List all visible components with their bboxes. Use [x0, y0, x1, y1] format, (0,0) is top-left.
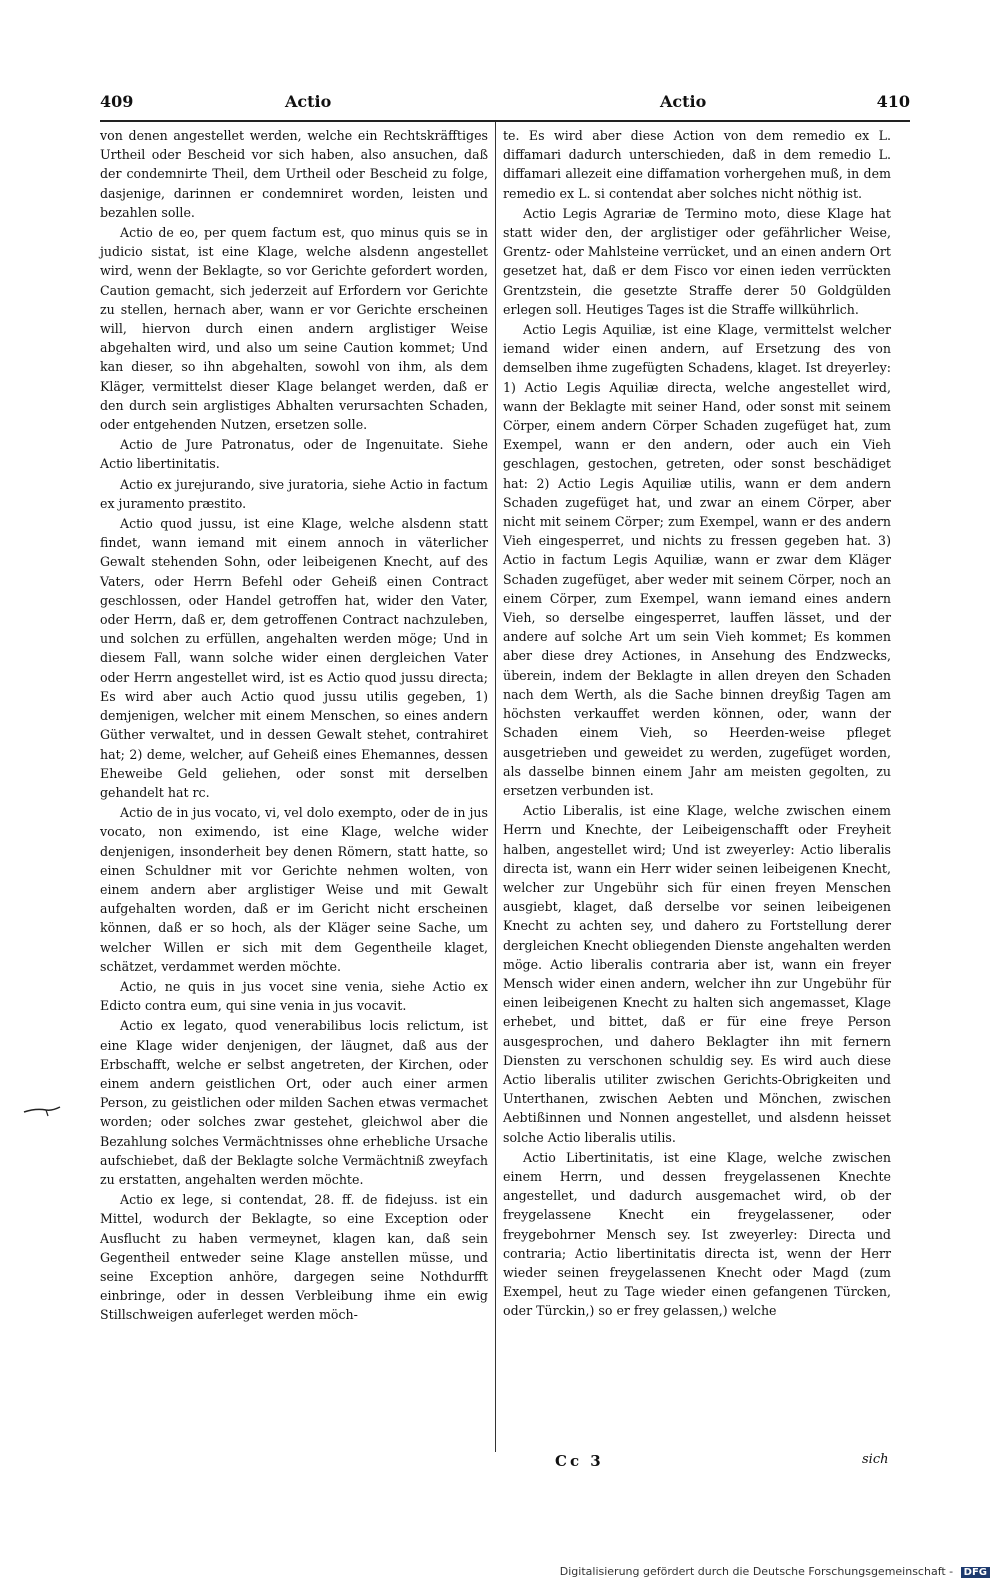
signature-mark: Cc 3	[555, 1452, 604, 1470]
left-column	[100, 126, 488, 1326]
column-divider	[495, 122, 496, 1452]
paragraph: Actio, ne quis in jus vocet sine venia, siehe Actio ex Edicto contra eum, qui sine venia in jus vocavit.	[100, 978, 488, 1014]
running-head-right: Actio	[660, 92, 707, 111]
page-number-left: 409	[100, 92, 134, 111]
paragraph: Actio Legis Agrariæ de Termino moto, diese Klage hat statt wider den, der arglistiger oder gefährlicher Weise, Grentz- oder Mahlsteine verrücket, und an einen andern Ort gesetzet hat, daß er dem Fisco vor einen ieden verrückten Grentzstein, die gesetzte Straffe derer 50 Goldgülden erlegen soll. Heutiges Tages ist die Straffe willkührlich.	[503, 205, 891, 317]
paragraph: Actio de eo, per quem factum est, quo minus quis se in judicio sistat, ist eine Klage, welche alsdenn angestellet wird, wenn der Beklagte, so vor Gerichte gefordert worden, Caution gemacht, sich jederzeit auf Erfordern vor Gerichte zu stellen, hernach aber, wann er vor Gerichte erscheinen will, hiervon durch einen andern arglistiger Weise abgehalten wird, und also um seine Caution kommet; Und kan dieser, so ihn abgehalten, sowohl von ihm, als dem Kläger, vermittelst dieser Klage belanget werden, daß er den durch sein arglistiges Abhalten verursachten Schaden, oder entgehenden Nutzen, ersetzen solle.	[100, 225, 488, 433]
margin-pen-mark-icon	[22, 1100, 62, 1120]
paragraph: Actio de Jure Patronatus, oder de Ingenuitate. Siehe Actio libertinitatis.	[100, 437, 488, 472]
paragraph: Actio Legis Aquiliæ, ist eine Klage, vermittelst welcher iemand wider einen andern, auf Ersetzung des von demselben ihme zugefügten Schadens, klaget. Ist dreyerley: 1) Actio Legis Aquiliæ directa, welche angestellet wird, wann der Beklagte mit seiner Hand, oder sonst mit seinem Cörper, einem andern Cörper Schaden zugefüget hat, zum Exempel, wann er den andern, oder auch ein Vieh geschlagen, gestochen, getreten, oder sonst beschädiget hat: 2) Actio Legis Aquiliæ utilis, wann er dem andern Schaden zugefüget hat, und zwar an einem Cörper, aber nicht mit seinem Cörper; zum Exempel, wann er des andern Vieh eingesperret, und nichts zu fressen gegeben hat. 3) Actio in factum Legis Aquiliæ, wann er zwar dem Kläger Schaden zugefüget, aber weder mit seinem Cörper, noch an einem Cörper, zum Exempel, wann iemand eines andern Vieh, so derselbe eingesperret, lauffen lässet, und der andere auf solche Art um sein Vieh kommet; Es kommen aber diese drey Actiones, in Ansehung des Endzwecks, überein, indem der Beklagte in allen dreyen den Schaden nach dem Werth, als die Sache binnen dreyßig Tagen am höchsten verkauffet werden können, oder, wann der Schaden einem Vieh, so Heerden-weise pfleget ausgetrieben und geweidet zu werden, zugefüget worden, als dasselbe binnen einem Jahr am meisten gegolten, zu ersetzen verbunden ist.	[503, 322, 891, 798]
paragraph: von denen angestellet werden, welche ein Rechtskräfftiges Urtheil oder Bescheid vor sich haben, also ansuchen, daß der condemnirte Theil, dem Urtheil oder Bescheid zu folge, dasjenige, darinnen er condemniret worden, leisten und bezahlen solle.	[100, 128, 488, 220]
paragraph: Actio ex jurejurando, sive juratoria, siehe Actio in factum ex juramento præstito.	[100, 476, 488, 511]
paragraph: Actio ex legato, quod venerabilibus locis relictum, ist eine Klage wider denjenigen, der läugnet, daß aus der Erbschafft, welche er selbst angetreten, der Kirchen, oder einem andern geistlichen Ort, oder auch einer armen Person, zu geistlichen oder milden Sachen etwas vermachet worden; oder solches zwar gestehet, gleichwol aber die Bezahlung solches Vermächtnisses ohne erhebliche Ursache aufschiebet, daß der Beklagte solche Vermächtniß zweyfach zu erstatten, angehalten werden möchte.	[100, 1018, 488, 1187]
right-column	[503, 126, 891, 1322]
dfg-logo: DFG	[961, 1567, 990, 1578]
paragraph: Actio de in jus vocato, vi, vel dolo exempto, oder de in jus vocato, non eximendo, ist eine Klage, welche wider denjenigen, insonderheit bey denen Römern, statt hatte, so einen Schuldner mit vor Gerichte nehmen wolten, von einem andern aber arglistiger Weise und mit Gewalt aufgehalten worden, daß er im Gericht nicht erscheinen können, daß er so hoch, als der Kläger seine Sache, um welcher Willen er sich mit dem Gegentheile klaget, schätzet, verdammet werden möchte.	[100, 805, 488, 974]
paragraph: Actio Liberalis, ist eine Klage, welche zwischen einem Herrn und Knechte, der Leibeigenschafft oder Freyheit halben, angestellet wird; Und ist zweyerley: Actio liberalis directa ist, wann ein Herr wider seinen leibeigenen Knecht, welcher zur Ungebühr sich für einen freyen Menschen ausgiebt, klaget, daß derselbe vor seinen leibeigenen Knecht zu achten sey, und dahero zu Fortstellung derer dergleichen Knecht obliegenden Dienste angehalten werden möge. Actio liberalis contraria aber ist, wann ein freyer Mensch wider einen andern, welcher ihn zur Ungebühr für einen leibeigenen Knecht zu halten sich angemasset, Klage erhebet, und bittet, daß er für eine freye Person ausgesprochen, und dahero Beklagter ihn mit fernern Diensten zu verschonen schuldig sey. Es wird auch diese Actio liberalis utiliter zwischen Gerichts-Obrigkeiten und Unterthanen, zwischen Aebten und Mönchen, zwischen Aebtißinnen und Nonnen angestellet, und alsdenn heisset solche Actio liberalis utilis.	[503, 803, 891, 1145]
header-rule	[100, 120, 910, 122]
paragraph: te. Es wird aber diese Action von dem remedio ex L. diffamari dadurch unterschieden, daß in dem remedio L. diffamari allezeit eine diffamation vorhergehen muß, in dem remedio ex L. si contendat aber solches nicht nöthig ist.	[503, 128, 891, 201]
page-number-right: 410	[876, 92, 910, 111]
paragraph: Actio ex lege, si contendat, 28. ff. de fidejuss. ist ein Mittel, wodurch der Beklagte, so eine Exception oder Ausflucht zu haben vermeynet, klagen kan, daß sein Gegentheil entweder seine Klage anstellen müsse, und seine Exception anhöre, dargegen seine Nothdurfft einbringe, oder in dessen Verbleibung ihme ein ewig Stillschweigen auferleget werden möch-	[100, 1192, 488, 1323]
catchword: sich	[862, 1452, 889, 1467]
paragraph: Actio quod jussu, ist eine Klage, welche alsdenn statt findet, wann iemand mit einem annoch in väterlicher Gewalt stehenden Sohn, oder leibeigenen Knecht, auf des Vaters, oder Herrn Befehl oder Geheiß einen Contract geschlossen, oder Handel getroffen hat, wider den Vater, oder Herrn, daß er, dem getroffenen Contract nachzuleben, und solchen zu erfüllen, angehalten werden möge; Und in diesem Fall, wann solche wider einen dergleichen Vater oder Herrn angestellet wird, ist es Actio quod jussu directa; Es wird aber auch Actio quod jussu utilis gegeben, 1) demjenigen, welcher mit einem Menschen, so eines andern Güther verwaltet, und in dessen Gewalt stehet, contrahiret hat; 2) deme, welcher, auf Geheiß eines Ehemannes, dessen Eheweibe Geld geliehen, oder sonst mit derselben gehandelt hat rc.	[100, 516, 488, 800]
running-head-left: Actio	[285, 92, 332, 111]
digitization-footer	[560, 1565, 990, 1583]
paragraph: Actio Libertinitatis, ist eine Klage, welche zwischen einem Herrn, und dessen freygelassenen Knechte angestellet, und dadurch ausgemachet wird, ob der freygelassene Knecht ein freygelassener, oder freygebohrner Mensch sey. Ist zweyerley: Directa und contraria; Actio libertinitatis directa ist, wenn der Herr wieder seinen freygelassenen Knecht oder Magd (zum Exempel, heut zu Tage wieder einen gefangenen Türcken, oder Türckin,) so er frey gelassen,) welche	[503, 1149, 891, 1319]
page-header	[100, 92, 910, 120]
footer-text: Digitalisierung gefördert durch die Deutsche Forschungsgemeinschaft -	[559, 1565, 954, 1578]
